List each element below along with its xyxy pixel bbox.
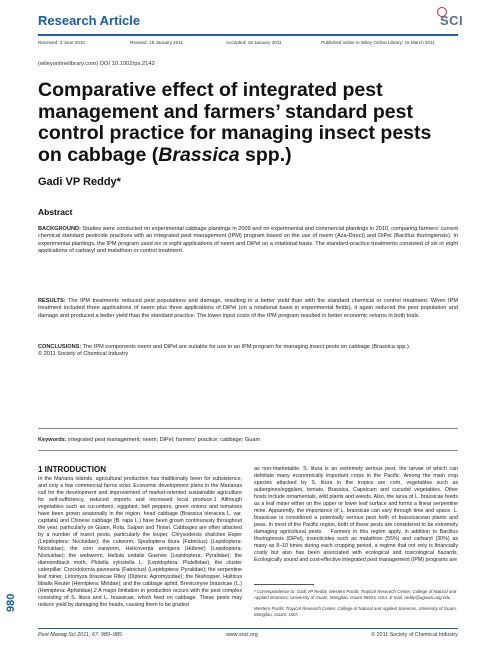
page-number xyxy=(0,594,22,616)
footnote-divider xyxy=(254,584,314,585)
author-name: Gadi VP Reddy* xyxy=(38,176,121,188)
background-text: Studies were conducted on experimental cabbage plantings in 2009 and on experimental and commercial plantings in 2010, comparing farmers’ current chemical standard pesticide practices with an integrated pest management (IPM) program based on the use of neem (Aza-Direct) and DiPel (Bacillus thuringiensis). In experimental plantings, the IPM program used six or eight applications of neem and DiPel on a rotational basis. The standard-practice treatments consisted of six or eight applications of carbaryl and malathion or control treatment. xyxy=(38,226,458,255)
title-italic: Brassica xyxy=(158,143,240,166)
received-date: Received: 3 June 2010 xyxy=(38,40,85,45)
logo-text: SCI xyxy=(440,13,464,28)
keywords-label: Keywords: xyxy=(38,437,67,443)
journal-citation: Pest Manag Sci 2011; 67: 980–985 xyxy=(38,632,122,638)
conclusions-label: CONCLUSIONS: xyxy=(38,344,82,350)
intro-left-column: In the Mariana Islands, agricultural production has traditionally been for subsistence, and only a few commercial farms exist. Economic development plans in the Marianas call for the development and improvement of market-oriented sustainable agriculture for self-sufficiency, reduced imports and increased local produce.1 Although vegetables such as cucumbers, eggplant, bell peppers, green onions and tomatoes have been grown seasonally in the region, head cabbage (Brassica oleracea L. var. capitata) and Chinese cabbage (B. rapa L.) have been grown continuously throughout the year, particularly on Guam, Rota, Saipan and Tinian. Cabbages are often attacked by a number of insect pests, particularly the looper, Chrysodeixis chalcites Esper (Lepidoptera: Noctuidae); the cutworm, Spodoptera litura (Fabricius) (Lepidoptera: Noctuidae); the corn earworm, Helicoverpa armigera (Hübner) (Lepidoptera: Noctuidae); the webworm, Hellula undalis Guenée (Lepidoptera, Pyralidae); the diamondback moth, Plutella xylostella L. (Lepidoptera: Plutellidae); the cluster caterpillar, Crocidolomia pavonana (Fabricius) (Lepidoptera: Pyralidae); the serpentine leaf miner, Liriomyza brassicae Riley (Diptera: Agromyzidae); the fleahopper, Halticus tibialis Reuter (Hemiptera: Miridae); and the cabbage aphid, Brevicoryne brassicae (L.) (Hemiptera: Aphididae).2 A major limitation in production occurs with the pest complex consisting of S. litura and L. brassicae, which feed on cabbage. These pests may reduce yield by damaging the heads, causing them to be graded xyxy=(38,476,242,608)
results-label: RESULTS: xyxy=(38,298,66,304)
article-title xyxy=(38,80,458,166)
correspondence-footnote: * Correspondence to: Gadi VP Reddy, Western Pacific Tropical Research Center, College of Natural and Applied Sciences, University of Guam, Mangilao, Guam 96923, USA. E-mail: reddy@uguam.uog.edu xyxy=(254,589,457,600)
abstract-divider xyxy=(38,428,458,429)
article-dates xyxy=(38,40,458,50)
background-label: BACKGROUND: xyxy=(38,226,81,232)
keywords xyxy=(38,437,458,443)
keywords-divider xyxy=(38,450,458,451)
intro-right-column: as non-marketable. S. litura is an extremely serious pest, the larvae of which can defoliate many economically important crops in the Pacific. Among the main crop species attacked by S. litura in the tropics are corn, vegetables such as aubergines/eggplant, tomato, Brassica, Capsicum and cucurbit vegetables. Other hosts include ornamentals, wild plants and weeds. Also, the larva of L. brassicae feeds as a leaf miner either on the upper or lower leaf surface and forms a linear serpentine mine. Apparently, the importance of L. brassicae can vary through time and space. L. brassicae is considered a potentially serious pest both of brassicacean plants and peas. In most of the Pacific region, both of these pests are considered to be extremely damaging agricultural pests. Farmers in this region apply, in addition to Bacillus thuringiensis (DiPel), insecticides such as malathion (55%) and carbaryl (30%) as many as 8–10 times during each cropping period, a regime that not only is financially costly but also has been associated with ecological and toxicological hazards. Ecologically sound and cost-effective integrated pest management (IPM) programs are xyxy=(254,466,458,563)
abstract-heading: Abstract xyxy=(38,207,73,217)
intro-heading: 1 INTRODUCTION xyxy=(38,465,106,474)
title-text: Comparative effect of integrated pest management and farmers’ standard pest control practice for managing insect pests on cabbage ( xyxy=(38,79,432,166)
conclusions-text: The IPM components neem and DiPel are suitable for use in an IPM program for managing insect pests on cabbage (Brassica spp.). xyxy=(81,344,411,350)
footer-divider xyxy=(38,628,458,629)
doi-line: (wileyonlinelibrary.com) DOI 10.1002/ps.2142 xyxy=(38,61,155,67)
keywords-text: integrated pest management; neem; DiPel; farmers’ practice; cabbage; Guam xyxy=(66,437,261,443)
abstract-copyright: © 2011 Society of Chemical Industry xyxy=(38,351,129,358)
section-label: Research Article xyxy=(38,13,141,28)
affiliation-footnote: Western Pacific Tropical Research Center, College of Natural and Applied Sciences, University of Guam, Mangilao, Guam, USA xyxy=(254,606,457,617)
header-divider xyxy=(38,34,458,36)
abstract-results xyxy=(38,298,458,320)
accepted-date: Accepted: 18 January 2011 xyxy=(226,40,282,45)
site-link[interactable]: www.soci.org xyxy=(226,632,258,638)
page-number-text: 980 xyxy=(5,593,17,612)
page-footer xyxy=(38,632,458,642)
abstract-background xyxy=(38,226,458,256)
abstract-conclusions xyxy=(38,344,458,359)
footnotes xyxy=(254,589,458,623)
published-date: Published online in Wiley Online Library: 16 March 2011 xyxy=(321,40,435,45)
footer-copyright: © 2011 Society of Chemical Industry xyxy=(371,632,458,638)
title-end: spp.) xyxy=(239,143,292,166)
results-text: The IPM treatments reduced pest populations and damage, resulting in a better yield than with the standard chemical or control treatment. When IPM treatment included three applications of neem plus three applications of DiPel (on a rotational basis in experimental fields), it again reduced the pest population and damage and produced a better yield than the standard practice. The lower input costs of the IPM program resulted in better economic returns in both trials. xyxy=(38,298,458,319)
revised-date: Revised: 18 January 2011 xyxy=(130,40,184,45)
sci-logo xyxy=(440,9,476,31)
